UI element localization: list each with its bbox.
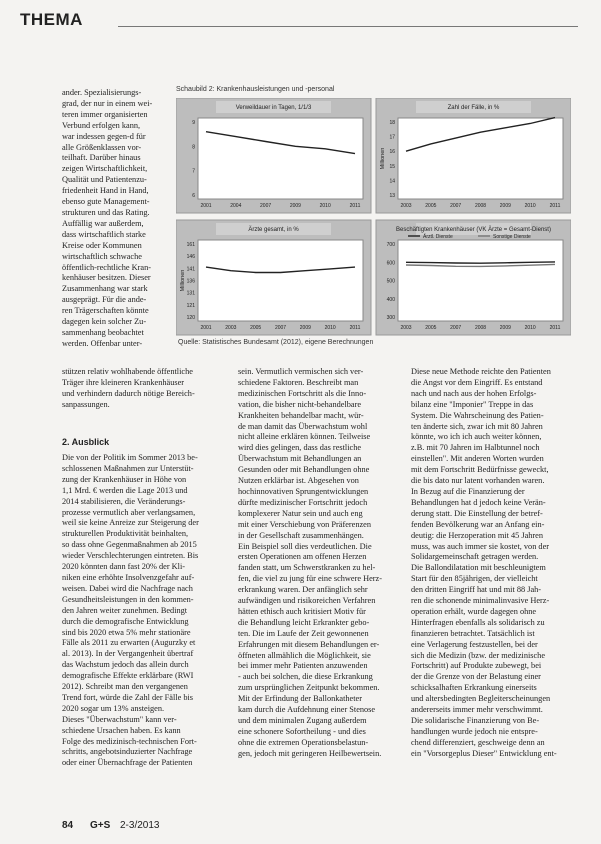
plot-area	[198, 118, 363, 199]
text-line: Kreise oder Kommunen	[62, 240, 142, 250]
text-line: strukturen und das Rating.	[62, 207, 150, 217]
left-column-wrap-text	[62, 88, 172, 350]
y-tick-label: 700	[386, 242, 395, 248]
chart-title: Ärzte gesamt, in %	[248, 227, 299, 233]
text-line: und verhindern dadurch nötige Bereich-	[62, 388, 195, 398]
y-tick-label: 7	[192, 168, 195, 175]
text-line: dass wirtschaftlich starke	[62, 229, 146, 239]
y-tick-label: 17	[389, 134, 395, 141]
text-line: sich die Medizin (bzw. der medizinische	[411, 650, 546, 660]
x-tick-label: 2010	[319, 203, 331, 209]
text-line: in der Gesellschaft zusammenhängen.	[238, 530, 364, 540]
text-line: schritts, angebotsinduzierter Nachfrage	[62, 747, 193, 757]
text-line: de man damit das Überwachstum wohl	[238, 421, 368, 431]
text-line: hochinnovativen Sprungentwicklungen	[238, 486, 369, 496]
middle-column-text	[238, 367, 401, 760]
y-tick-label: 400	[386, 296, 395, 303]
text-line: schlossenen Maßnahmen zur Unterstüt-	[62, 463, 194, 473]
text-line: fen, die viel zu jung für eine schwere Herz-	[238, 574, 382, 584]
text-line: nach und nach aus der hohen Erfolgs-	[411, 388, 537, 398]
text-line: so dass ohne Gegenmaßnahmen ab 2015	[62, 540, 197, 550]
text-line: Die solidarische Finanzierung von Be-	[411, 716, 540, 725]
text-line: zung der Krankenhäuser in Höhe von	[62, 474, 187, 484]
text-line: Solidargemeinschaft getragen werden.	[411, 552, 539, 562]
text-line: die Behandlung leicht Erkrankter gebo-	[238, 617, 370, 627]
text-line: schicksalhaften Erkrankung einerseits	[411, 683, 537, 693]
text-line: niken eine erhöhte Insolvenzgefahr auf-	[62, 572, 195, 582]
text-line: ein "Vorsorgeplus Dieser" Entwicklung ent-	[411, 748, 557, 758]
y-tick-label: 136	[186, 278, 195, 285]
left-column-text	[62, 367, 227, 411]
text-line: Erfahrungen mit diesem Behandlungen er-	[238, 639, 380, 649]
text-line: teilhaft. Darüber hinaus	[62, 153, 141, 163]
x-tick-label: 2011	[349, 325, 361, 331]
x-tick-label: 2010	[524, 203, 536, 209]
text-line: alle Größenklassen vor-	[62, 142, 142, 152]
text-line: stützen relativ wohlhabende öffentliche	[62, 367, 193, 376]
text-line: schiedene Ursachen haben. Es kann	[62, 725, 181, 735]
y-tick-label: 161	[186, 242, 195, 248]
text-line: 2014 stabilisieren, die Veränderungs-	[62, 496, 186, 506]
text-line: Auffällig war außerdem,	[62, 218, 144, 228]
chart-title: Verweildauer in Tagen, 1/1/3	[235, 105, 312, 111]
text-line: zeigen Wirtschaftlichkeit,	[62, 164, 148, 174]
text-line: handlungen wurde jedoch nie entspre-	[411, 726, 538, 736]
text-line: Gesunden oder mit Behandlungen ohne	[238, 465, 370, 475]
x-tick-label: 2007	[450, 325, 462, 331]
x-tick-label: 2011	[549, 325, 561, 331]
section-heading: 2. Ausblick	[62, 437, 110, 447]
text-line: sind bis 2020 etwa 5% mehr stationäre	[62, 627, 191, 637]
header-rule	[118, 26, 578, 27]
text-line: war indessen gegen-d für	[62, 131, 146, 141]
text-line: 2020 könnten dann fast 20% der Kli-	[62, 562, 186, 572]
text-line: 2020 sogar um 13% ansteigen.	[62, 703, 165, 713]
text-line: ausgeprägt. Für die ande-	[62, 295, 147, 305]
text-line: vation, die bisher nicht-behandelbare	[238, 399, 362, 409]
text-line: fenden Bevölkerung war an Anfang ein-	[411, 519, 545, 529]
text-line: ersten Operationen am offenen Herzen	[238, 552, 367, 562]
text-line: eine Verlagerung festzustellen, bei der	[411, 639, 538, 649]
text-line: Fortschritt) auf Produkte zubewegt, bei	[411, 661, 542, 671]
text-line: fanden statt, um Schwerstkranken zu hel-	[238, 563, 376, 573]
text-line: demografische Effekte erklärbare (RWI	[62, 671, 194, 681]
y-tick-label: 131	[186, 290, 195, 297]
y-tick-label: 8	[192, 144, 195, 151]
text-line: öffentlich-rechtliche Kran-	[62, 262, 151, 272]
text-line: sanpassungen.	[62, 399, 110, 409]
text-line: komplexerer Natur sein und auch eng	[238, 508, 363, 518]
chart-title: Zahl der Fälle, in %	[447, 105, 500, 111]
y-tick-label: 121	[186, 302, 195, 309]
x-tick-label: 2008	[474, 325, 487, 331]
text-line: erkrankung waren. Der anfänglich sehr	[238, 585, 368, 595]
text-line: wirtschaftlich schwache	[62, 251, 142, 261]
y-tick-label: 16	[389, 149, 395, 156]
text-line: Diese neue Methode reichte den Patienten	[411, 367, 551, 376]
text-line: und altersbedingten Begleiterscheinungen	[411, 694, 551, 704]
x-tick-label: 2005	[425, 203, 437, 209]
text-line: das Wachstum jedoch das allein durch	[62, 660, 189, 670]
text-line: gen, jedoch mit geringeren Heilbewertsein.	[238, 748, 382, 758]
text-line: der die Grenze von der Belastung einer	[411, 672, 541, 682]
plot-area	[198, 240, 363, 321]
text-line: Überwachstum mit Behandlungen an	[238, 454, 362, 464]
x-tick-label: 2001	[200, 325, 212, 331]
x-tick-label: 2008	[474, 203, 487, 209]
figure-svg	[176, 98, 571, 338]
y-tick-label: 6	[192, 193, 195, 199]
text-line: teren immer organisierten	[62, 109, 148, 119]
text-line: 2012). Schreibt man den vergangenen	[62, 682, 188, 692]
section-header: THEMA	[20, 10, 83, 29]
plot-area	[398, 240, 563, 321]
text-line: oder einer Übernachfrage der Patienten	[62, 758, 193, 768]
text-line: durch die demografische Entwicklung	[62, 616, 189, 626]
text-line: weil sie keine Anreize zur Steigerung der	[62, 518, 199, 528]
legend-label: Ärztl. Dienste	[423, 234, 453, 240]
text-line: kam durch die Aufdehnung einer Stenose	[238, 705, 376, 715]
text-line: den dritten Eingriff hat und mit 88 Jah-	[411, 585, 542, 595]
text-line: Trend fort, würde die Zahl der Fälle bis	[62, 692, 194, 702]
y-tick-label: 141	[186, 266, 195, 273]
x-tick-label: 2003	[400, 203, 412, 209]
text-line: hätten ethisch auch kritisiert Motiv für	[238, 606, 366, 616]
text-line: kenhäuser besitzen. Dieser	[62, 273, 151, 283]
text-line: werden. Offenbar unter-	[62, 338, 143, 348]
y-tick-label: 14	[389, 178, 395, 185]
text-line: finanzieren betrachtet. Tatsächlich ist	[411, 628, 535, 638]
x-tick-label: 2011	[349, 203, 361, 209]
text-line: Folge des medizinisch-technischen Fort-	[62, 736, 197, 746]
x-tick-label: 2009	[499, 203, 511, 209]
y-tick-label: 300	[386, 315, 395, 321]
chart-title: Beschäftigten Krankenhäuser (VK Ärzte = Gesamt-Dienst)	[396, 227, 551, 233]
text-line: wieder Verschlechterungen eintreten. Bis	[62, 551, 199, 561]
text-line: Die Ballondilatation mit beschleunigtem	[411, 563, 546, 573]
text-line: derung statt. Die Einstellung der betref-	[411, 508, 543, 518]
text-line: ten änderte sich, zwar ich mit 80 Jahren	[411, 421, 543, 431]
text-line: chend differenziert, geschweige denn an	[411, 737, 545, 747]
text-line: strukturellen Produktivität beinhalten,	[62, 529, 189, 539]
text-line: ebenso gute Management-	[62, 197, 150, 207]
text-line: wird dies gelingen, dass das restliche	[238, 443, 362, 453]
text-line: System. Die Wahrscheinung des Patien-	[411, 410, 544, 420]
x-tick-label: 2003	[225, 325, 237, 331]
right-column-text	[411, 367, 574, 760]
y-axis-label: Millionen	[380, 147, 386, 170]
text-line: sammenhang beobachtet	[62, 327, 144, 337]
text-line: könnte, wo ich ich auch weiter können,	[411, 432, 542, 442]
text-line: operation erhält, wurde dagegen ohne	[411, 606, 537, 616]
text-line: ten. Die im Laufe der Zeit gewonnenen	[238, 628, 369, 638]
x-tick-label: 2007	[274, 325, 287, 331]
text-line: ren die schonende minimalinvasive Herz-	[411, 596, 550, 606]
text-line: muss, was auch immer sie kostet, von der	[411, 541, 550, 551]
text-line: aufwändigen und risikoreichen Verfahren	[238, 596, 376, 606]
text-line: Mit der Erfindung der Ballonkatheter	[238, 694, 362, 704]
text-line: Hinterfragen ebenfalls als solidarisch zu	[411, 617, 545, 627]
text-line: Nutzen erklärbar ist. Abgesehen von	[238, 476, 359, 486]
text-line: Behandlungen hat d jedoch keine Verän-	[411, 497, 546, 507]
text-line: friedenheit Hand in Hand,	[62, 186, 149, 196]
x-tick-label: 2010	[324, 325, 336, 331]
x-tick-label: 2009	[299, 325, 311, 331]
x-tick-label: 2001	[200, 203, 212, 209]
text-line: ren Trägerschaften könnte	[62, 306, 149, 316]
y-tick-label: 146	[186, 254, 195, 261]
text-line: ohne die extremen Operationsbelastun-	[238, 737, 369, 747]
text-line: Dieses "Überwachstum" kann ver-	[62, 714, 177, 724]
x-tick-label: 2007	[450, 203, 462, 209]
y-tick-label: 600	[386, 260, 395, 267]
x-tick-label: 2009	[499, 325, 511, 331]
text-line: al. 2013). In der Vergangenheit übertraf	[62, 649, 194, 659]
text-line: mit dem Fortschritt Bedürfnisse geweckt,	[411, 465, 549, 475]
issue-label: 2-3/2013	[120, 820, 160, 831]
x-tick-label: 2009	[289, 203, 301, 209]
text-line: 1,1 Mrd. € werden die Lage 2013 und	[62, 485, 188, 495]
text-line: Gesundheitsleistungen in den kommen-	[62, 594, 194, 604]
text-line: zum ursprünglichen Zeitpunkt bekommen.	[238, 683, 380, 693]
text-line: nicht alleine erklären können. Teilweise	[238, 432, 371, 442]
text-line: und dem minimalen Zugang außerdem	[238, 716, 367, 725]
y-axis-label: Millionen	[180, 269, 186, 292]
text-line: deutig: die Herzoperation mit 45 Jahren	[411, 530, 544, 540]
text-line: öffneten allmählich die Möglichkeit, sie	[238, 650, 371, 660]
text-line: bei immer mehr Patienten anzuwenden	[238, 661, 368, 671]
plot-area	[398, 118, 563, 199]
text-line: weisen. Dabei wird die Nachfrage nach	[62, 583, 193, 593]
figure-source: Quelle: Statistisches Bundesamt (2012), eigene Berechnungen	[178, 339, 374, 346]
y-tick-label: 13	[389, 193, 395, 199]
y-tick-label: 15	[389, 163, 395, 170]
y-tick-label: 9	[192, 120, 195, 126]
text-line: medizinischen Fortschritt als die Inno-	[238, 388, 367, 398]
legend-label: Sonstige Dienste	[493, 234, 531, 240]
text-line: Fälle als 2011 zu erwarten (Augurzky et	[62, 638, 196, 648]
text-line: dagegen kein solcher Zu-	[62, 317, 147, 327]
text-line: ander. Spezialisierungs-	[62, 88, 142, 97]
text-line: dürfte medizinischer Fortschritt jedoch	[238, 497, 368, 507]
text-line: Die von der Politik im Sommer 2013 be-	[62, 453, 198, 462]
text-line: Ein Beispiel soll dies verdeutlichen. Die	[238, 541, 372, 551]
y-tick-label: 120	[186, 315, 195, 321]
text-line: bilanz eine "Imponier" Treppe in das	[411, 399, 534, 409]
text-line: mit einer Verschiebung von Präferenzen	[238, 519, 372, 529]
text-line: Qualität und Patientenzu-	[62, 175, 147, 185]
text-line: einstellen". Mit anderen Worten wurden	[411, 454, 544, 464]
text-line: eine schonere Sofortheilung - und dies	[238, 726, 366, 736]
text-line: grad, der nur in einem wei-	[62, 98, 153, 108]
text-line: Träger ihre kleineren Krankenhäuser	[62, 377, 185, 387]
y-tick-label: 500	[386, 278, 395, 285]
text-line: Zusammenhang war stark	[62, 284, 148, 294]
text-line: Start für den 85jährigen, der vielleicht	[411, 574, 538, 584]
text-line: die bis dato nur latent vorhanden waren.	[411, 476, 545, 486]
journal-name: G+S	[90, 820, 111, 831]
y-tick-label: 18	[389, 120, 395, 126]
text-line: - auch bei solchen, die diese Erkrankung	[238, 672, 373, 682]
x-tick-label: 2011	[549, 203, 561, 209]
text-line: z.B. mit 70 Jahren im Halbtunnel noch	[411, 443, 540, 453]
figure-chart-panel	[176, 86, 571, 354]
figure-title: Schaubild 2: Krankenhausleistungen und -personal	[176, 86, 335, 93]
x-tick-label: 2003	[400, 325, 412, 331]
text-line: die Angst vor dem Eingriff. Es entstand	[411, 377, 543, 387]
x-tick-label: 2007	[260, 203, 272, 209]
page-number: 84	[62, 820, 74, 831]
text-line: prozesse vermutlich aber verlangsamen,	[62, 507, 196, 517]
x-tick-label: 2005	[250, 325, 262, 331]
text-line: andererseits immer mehr verschwimmt.	[411, 705, 543, 715]
text-line: Verbund erfolgen kann,	[62, 120, 141, 130]
x-tick-label: 2010	[524, 325, 536, 331]
text-line: schiedene Faktoren. Beschreibt man	[238, 377, 359, 387]
text-line: den Jahren weiter zunehmen. Bedingt	[62, 605, 188, 615]
text-line: In Bezug auf die Finanzierung der	[411, 486, 525, 496]
x-tick-label: 2004	[230, 203, 242, 209]
x-tick-label: 2005	[425, 325, 437, 331]
text-line: sein. Vermutlich vermischen sich ver-	[238, 367, 364, 376]
section-body-text	[62, 453, 227, 769]
text-line: Krankheiten behandelbar macht, wür-	[238, 410, 364, 420]
